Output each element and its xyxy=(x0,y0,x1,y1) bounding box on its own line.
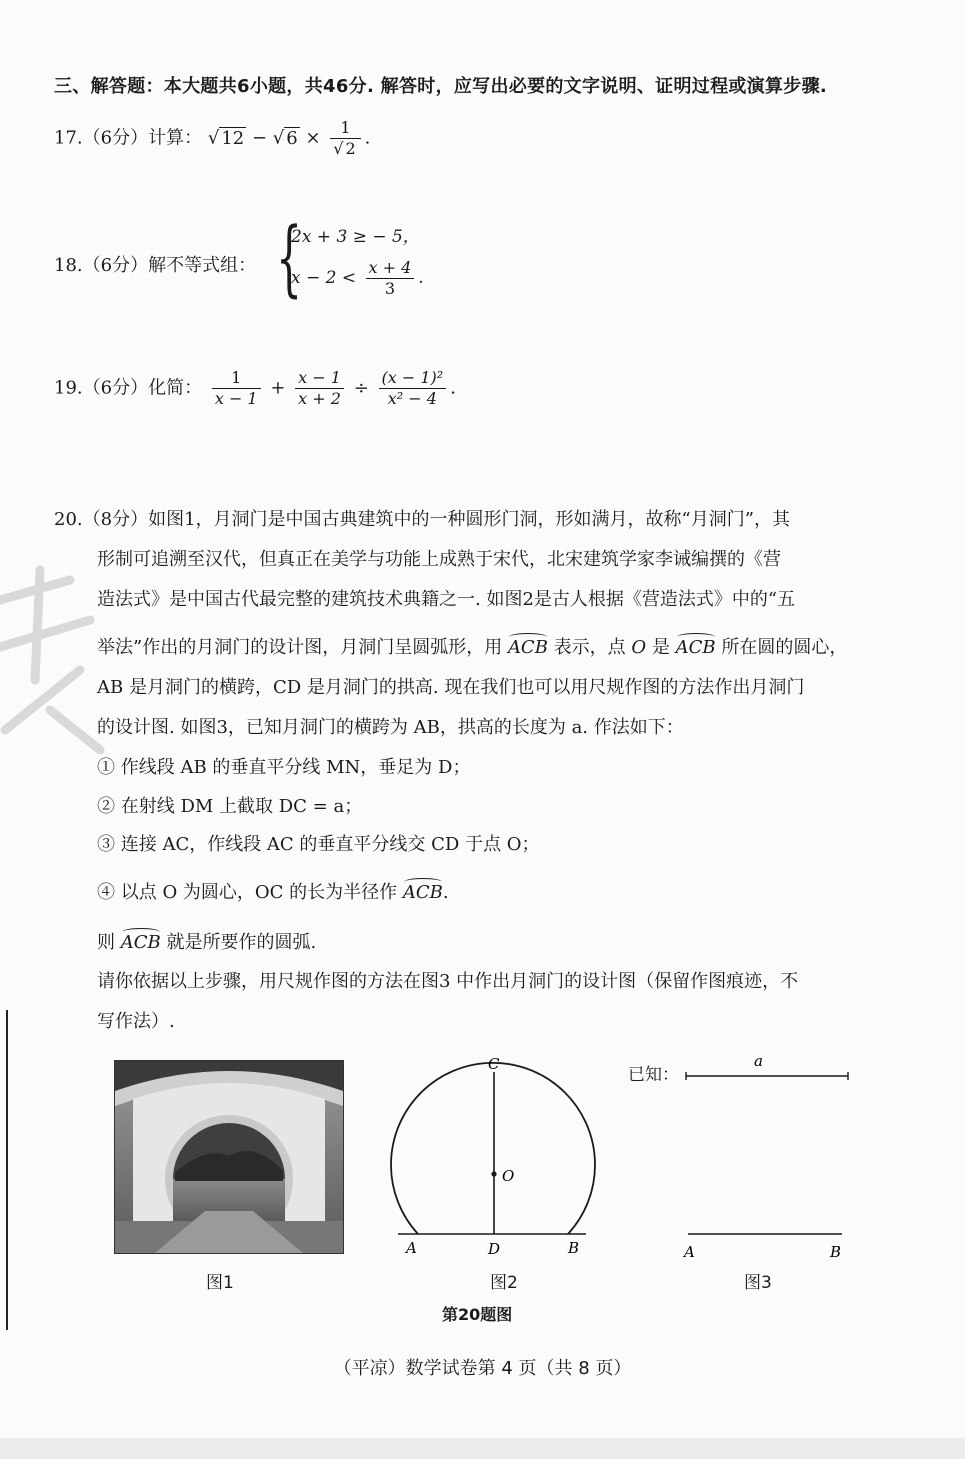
q17-sqrt1: 12 xyxy=(221,127,245,149)
q17-prompt: 计算： xyxy=(148,127,203,149)
page-footer: （平凉）数学试卷第 4 页（共 8 页） xyxy=(333,1358,632,1379)
arc-acb: ACB xyxy=(402,882,443,903)
point-d-label: D xyxy=(488,1240,501,1258)
q19-fraction-1 xyxy=(212,368,261,409)
segment-a-label: a xyxy=(754,1052,763,1070)
q20-text-4c: 是 xyxy=(651,637,670,658)
point-c-label: C xyxy=(488,1055,500,1073)
point-b-label: B xyxy=(568,1239,580,1257)
q17-times: × xyxy=(305,127,321,149)
q19-f3-num: (x − 1)² xyxy=(379,368,447,389)
q18-line2-end: . xyxy=(418,268,424,288)
q20-conclusion-3: 写作法）. xyxy=(97,1011,175,1032)
q17-score: （6分） xyxy=(82,127,149,149)
figure-caption: 第20题图 xyxy=(442,1305,513,1324)
system-brace: { xyxy=(276,211,303,306)
figure-3-label: 图3 xyxy=(744,1273,772,1293)
q18-inequality-2 xyxy=(291,258,424,299)
q18-frac-den: 3 xyxy=(384,279,395,298)
q20-line-5: AB 是月洞门的横跨，CD 是月洞门的拱高. 现在我们也可以用尺规作图的方法作出月洞门 xyxy=(97,677,805,698)
question-17: 17.（6分）计算： √ 12 − √ 6 × $\frac{1}{√ 2}$ . xyxy=(54,118,371,158)
q19-end: . xyxy=(450,377,456,399)
q20-line-4 xyxy=(97,633,847,659)
arc-acb: ACB xyxy=(675,637,716,658)
figure-3-diagram xyxy=(680,1048,870,1263)
q20-text-1: 如图1，月洞门是中国古典建筑中的一种圆形门洞，形如满月，故称“月洞门”，其 xyxy=(148,509,790,530)
q18-frac-num: x + 4 xyxy=(366,258,415,279)
q20-step-3: ③ 连接 AC，作线段 AC 的垂直平分线交 CD 于点 O； xyxy=(97,834,540,855)
figure-2-label: 图2 xyxy=(490,1273,518,1293)
point-o: O xyxy=(631,637,647,658)
sqrt-symbol: √ xyxy=(207,127,220,149)
q19-plus: + xyxy=(270,377,286,399)
q20-step-4-text: ④ 以点 O 为圆心，OC 的长为半径作 xyxy=(97,882,398,903)
sqrt-symbol: √ xyxy=(333,139,344,158)
figure-3-known-label: 已知： xyxy=(628,1065,679,1085)
arc-acb: ACB xyxy=(507,637,548,658)
q19-f1-den: x − 1 xyxy=(214,389,258,408)
q19-f2-num: x − 1 xyxy=(295,368,344,389)
moon-gate-image xyxy=(115,1061,343,1253)
moon-gate-arc xyxy=(391,1063,595,1234)
q17-number: 17. xyxy=(54,127,83,149)
question-18 xyxy=(54,251,256,277)
q20-step-4 xyxy=(97,878,449,904)
figure-1-photo xyxy=(114,1060,344,1254)
q18-prompt: 解不等式组： xyxy=(148,255,257,276)
question-19 xyxy=(54,368,456,409)
q20-text-4d: 所在圆的圆心， xyxy=(721,637,848,658)
q19-f1-num: 1 xyxy=(212,368,261,389)
section-heading: 三、解答题：本大题共6小题，共46分. 解答时，应写出必要的文字说明、证明过程或演算步骤. xyxy=(54,76,828,97)
q20-text-4b: 表示，点 xyxy=(553,637,626,658)
q19-prompt: 化简： xyxy=(148,377,203,399)
arc-acb: ACB xyxy=(120,932,161,953)
q20-step-2: ② 在射线 DM 上截取 DC = a； xyxy=(97,796,363,817)
q20-conclusion-2: 请你依据以上步骤，用尺规作图的方法在图3 中作出月洞门的设计图（保留作图痕迹，不 xyxy=(97,971,799,992)
bottom-strip xyxy=(0,1438,965,1459)
figure-1-label: 图1 xyxy=(206,1273,234,1293)
q20-conclusion-pre: 则 xyxy=(97,932,115,953)
point-a-label: A xyxy=(684,1243,695,1261)
q20-line-6: 的设计图. 如图3，已知月洞门的横跨为 AB，拱高的长度为 a. 作法如下： xyxy=(97,717,684,738)
q20-line-2: 形制可追溯至汉代，但真正在美学与功能上成熟于宋代，北宋建筑学家李诫编撰的《营 xyxy=(97,549,781,570)
q19-number: 19. xyxy=(54,377,83,399)
binding-rule xyxy=(6,1010,8,1330)
q20-step-1: ① 作线段 AB 的垂直平分线 MN，垂足为 D； xyxy=(97,757,471,778)
figure-2-diagram xyxy=(390,1050,610,1265)
point-b-label: B xyxy=(830,1243,842,1261)
q18-line2-left: x − 2 < xyxy=(291,268,357,288)
q19-fraction-2 xyxy=(295,368,344,409)
q19-fraction-3 xyxy=(379,368,447,409)
point-o-label: O xyxy=(502,1167,515,1185)
q20-number: 20. xyxy=(54,509,83,530)
center-o-point xyxy=(491,1171,496,1176)
q18-number: 18. xyxy=(54,255,83,276)
sqrt-symbol: √ xyxy=(272,127,285,149)
q20-conclusion-1 xyxy=(97,928,316,954)
q17-frac-den: 2 xyxy=(345,139,356,158)
q18-inequality-1: 2x + 3 ≥ − 5， xyxy=(291,227,420,247)
q20-conclusion-post: 就是所要作的圆弧. xyxy=(166,932,317,953)
q20-line-1 xyxy=(54,505,790,531)
q17-frac-num: 1 xyxy=(330,118,360,139)
q17-sqrt2: 6 xyxy=(286,127,298,149)
q19-div: ÷ xyxy=(353,377,369,399)
q20-text-4a: 举法”作出的月洞门的设计图，月洞门呈圆弧形，用 xyxy=(97,637,503,658)
q18-fraction xyxy=(366,258,415,299)
q19-score: （6分） xyxy=(82,377,149,399)
q20-step-4-end: . xyxy=(442,882,449,903)
q17-fraction xyxy=(330,118,360,159)
q17-end: . xyxy=(364,127,371,149)
q20-score: （8分） xyxy=(82,509,149,530)
q18-score: （6分） xyxy=(82,255,149,276)
q20-line-3: 造法式》是中国古代最完整的建筑技术典籍之一. 如图2是古人根据《营造法式》中的“五 xyxy=(97,589,796,610)
point-a-label: A xyxy=(406,1239,417,1257)
q19-f3-den: x² − 4 xyxy=(387,389,437,408)
q19-f2-den: x + 2 xyxy=(298,389,341,408)
